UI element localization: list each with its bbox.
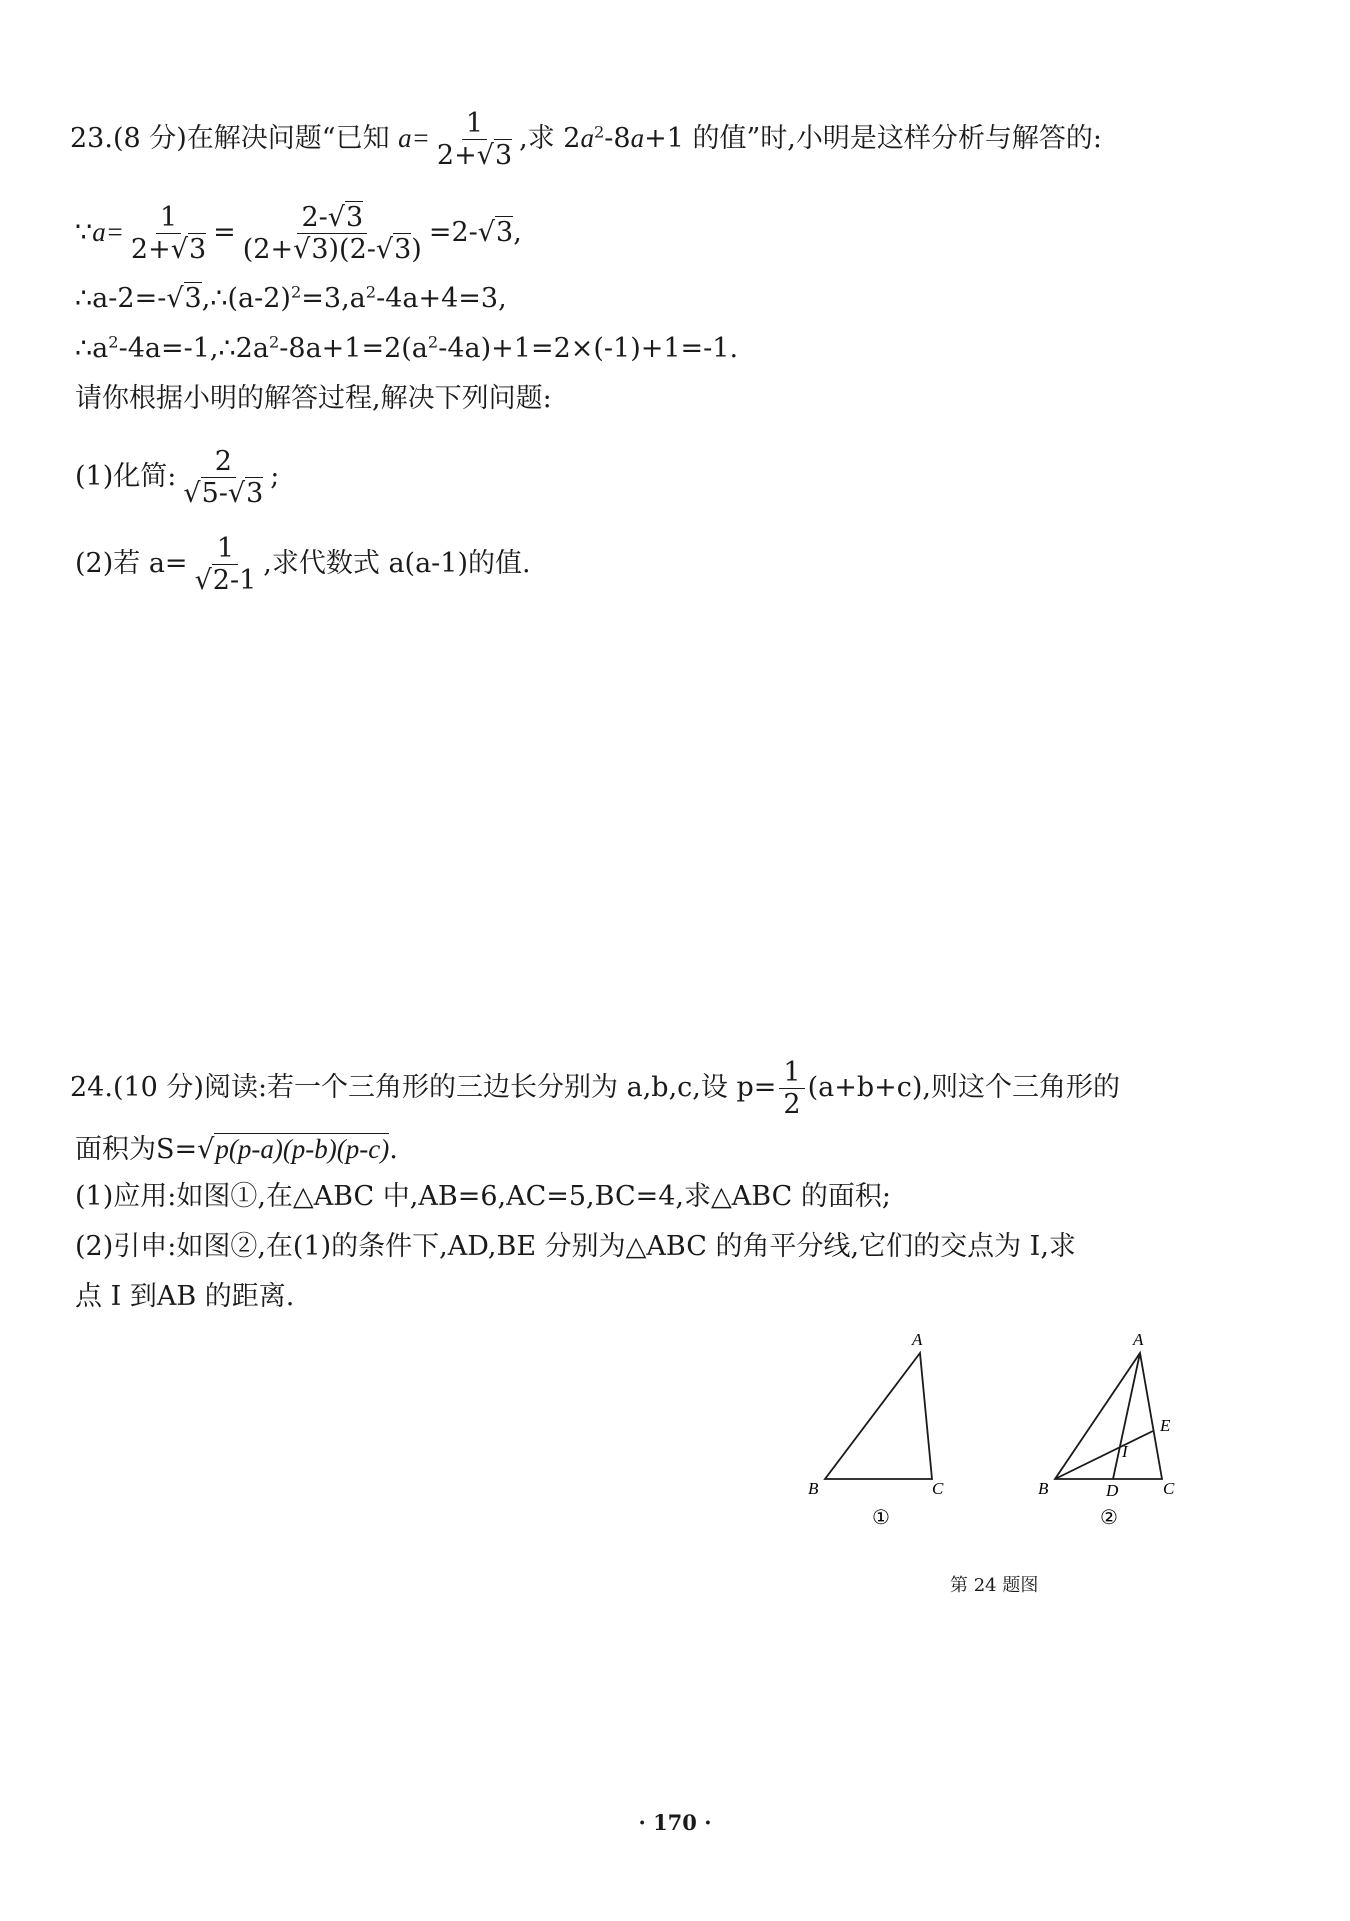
q23-solution-line-1: ∵a= $\frac{1}{2+√3}$ = $\frac{2-√3}{(2+√3)(2-√3)}$ =2-√3, [75,202,522,266]
q23-part-2: (2)若 a= $\frac{1}{√2-1}$ ,求代数式 a(a-1)的值. [75,533,531,597]
page-number: · 170 · [638,1810,712,1835]
q23-solution-line-2: $\therefore a-2=-√3,\therefore(a-2)^2=3,a^2-4a+4=3$, [75,282,507,314]
fig2-label-d: D [1106,1481,1119,1500]
q23-header: 23.(8 分)在解决问题“已知 a= $\frac{1}{2+√3}$ ,求 $2a^2-8a+1$ 的值”时,小明是这样分析与解答的: [70,108,1102,172]
figure-caption: 第 24 题图 [950,1575,1039,1596]
fig2-number: ② [1100,1507,1118,1529]
fig1-number: ① [872,1507,890,1529]
fig2-label-a: A [1133,1330,1144,1349]
q24-part-2: (2)引申:如图②,在(1)的条件下,AD,BE 分别为△ABC 的角平分线,它们的交点为 I,求 [75,1231,1076,1262]
fig2-label-c: C [1163,1479,1175,1498]
figure-1-triangle [825,1353,932,1479]
fraction-half: $\frac{1}{2}$ [779,1057,804,1120]
fraction: $\frac{2}{√5-√3}$ [183,446,264,510]
fraction: $\frac{2-√3}{(2+√3)(2-√3)}$ [242,202,422,266]
q24-part-2-cont: 点 I 到AB 的距离. [75,1281,295,1312]
fig2-label-i: I [1122,1442,1128,1461]
q23-instruction: 请你根据小明的解答过程,解决下列问题: [75,383,552,414]
fig1-label-a: A [912,1330,923,1349]
fig2-label-e: E [1160,1416,1171,1435]
q24-part-1: (1)应用:如图①,在△ABC 中,AB=6,AC=5,BC=4,求△ABC 的面积; [75,1181,891,1212]
fraction: $\frac{1}{√2-1}$ [194,533,257,597]
fraction: $\frac{1}{2+√3}$ [130,202,207,266]
fig2-label-b: B [1038,1479,1049,1498]
figure-2-triangle [1055,1353,1162,1479]
q24-header: 24.(10 分)阅读:若一个三角形的三边长分别为 a,b,c,设 p= $\frac{1}{2}$ (a+b+c),则这个三角形的 [70,1057,1120,1121]
q23-solution-line-3: $\therefore a^2-4a=-1,\therefore 2a^2-8a+1=2(a^2-4a)+1=2\times(-1)+1=-1$. [75,332,739,364]
q24-area-formula: 面积为S=√p(p-a)(p-b)(p-c). [75,1134,398,1165]
fig1-label-b: B [808,1479,819,1498]
fig1-label-c: C [932,1479,944,1498]
fraction: $\frac{1}{2+√3}$ [436,108,513,172]
q23-part-1: (1)化简: $\frac{2}{√5-√3}$ ; [75,446,280,510]
